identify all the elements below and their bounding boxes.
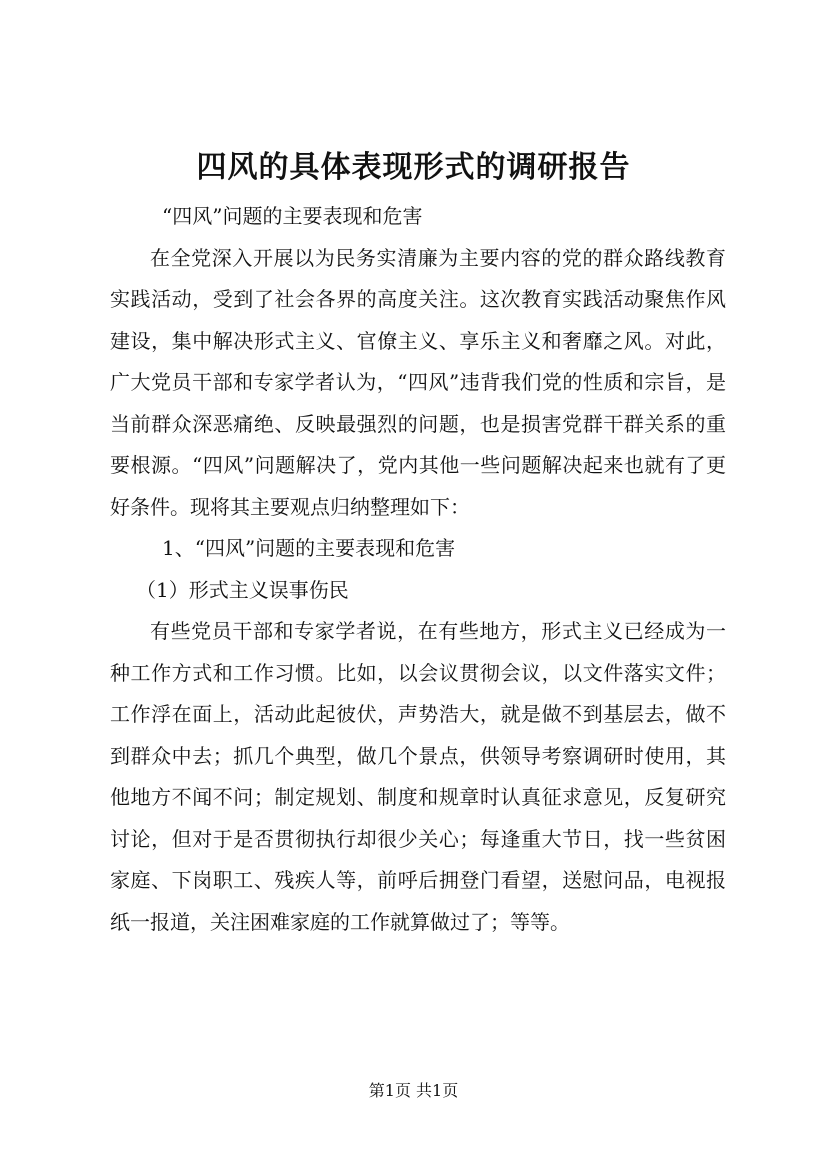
page-footer: 第1页 共1页 [368, 1081, 459, 1100]
section-heading: “四风”问题的主要表现和危害 [162, 204, 423, 228]
section-heading-numbered: 1、“四风”问题的主要表现和危害 [162, 536, 456, 560]
document-title: 四风的具体表现形式的调研报告 [196, 150, 631, 185]
document-body [110, 196, 726, 943]
paragraph-intro: 在全党深入开展以为民务实清廉为主要内容的党的群众路线教育实践活动，受到了社会各界的高度关注。这次教育实践活动聚焦作风建设，集中解决形式主义、官僚主义、享乐主义和奢靡之风。对此，广大党员干部和专家学者认为，“四风”违背我们党的性质和宗旨，是当前群众深恶痛绝、反映最强烈的问题，也是损害党群干群关系的重要根源。“四风”问题解决了，党内其他一些问题解决起来也就有了更好条件。现将其主要观点归纳整理如下： [110, 245, 726, 519]
paragraph-formalism: 有些党员干部和专家学者说，在有些地方，形式主义已经成为一种工作方式和工作习惯。比如，以会议贯彻会议，以文件落实文件；工作浮在面上，活动此起彼伏，声势浩大，就是做不到基层去，做不到群众中去；抓几个典型，做几个景点，供领导考察调研时使用，其他地方不闻不问；制定规划、制度和规章时认真征求意见，反复研究讨论，但对于是否贯彻执行却很少关心；每逢重大节日，找一些贫困家庭、下岗职工、残疾人等，前呼后拥登门看望，送慰问品，电视报纸一报道，关注困难家庭的工作就算做过了；等等。 [110, 619, 726, 934]
subsection-heading: （1）形式主义误事伤民 [136, 577, 349, 602]
